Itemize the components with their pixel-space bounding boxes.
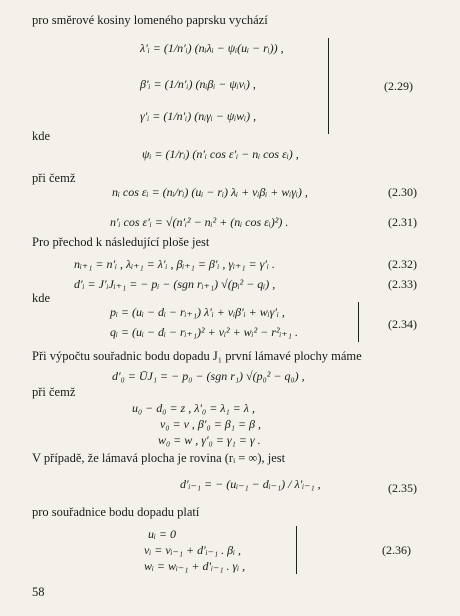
equation: β′ᵢ = (1/n′ᵢ) (nᵢβᵢ − ψᵢvᵢ) , bbox=[140, 77, 256, 91]
equation: λ′ᵢ = (1/n′ᵢ) (nᵢλᵢ − ψᵢ(uᵢ − rᵢ)) , bbox=[140, 41, 284, 55]
equation: qᵢ = (uᵢ − dᵢ − rᵢ₊₁)² + vᵢ² + wᵢ² − r²ᵢ₊₁ . bbox=[110, 325, 298, 339]
equation-number: (2.31) bbox=[388, 215, 417, 229]
equation: u₀ − d₀ = z , λ′₀ = λ₁ = λ , bbox=[132, 401, 255, 415]
equation: d′ᵢ = J′ᵢJᵢ₊₁ = − pᵢ − (sgn rᵢ₊₁) √(pᵢ² − qᵢ) , bbox=[74, 277, 276, 291]
text-line: Pro přechod k následující ploše jest bbox=[32, 235, 210, 249]
equation: d′ᵢ₋₁ = − (uᵢ₋₁ − dᵢ₋₁) / λ′ᵢ₋₁ , bbox=[180, 477, 321, 491]
equation-number: (2.30) bbox=[388, 185, 417, 199]
equation: γ′ᵢ = (1/n′ᵢ) (nᵢγᵢ − ψᵢwᵢ) , bbox=[140, 109, 257, 123]
equation-brace bbox=[296, 526, 297, 574]
equation: d′₀ = ŪJ₁ = − p₀ − (sgn r₁) √(p₀² − q₀) , bbox=[112, 369, 305, 383]
equation-brace bbox=[358, 302, 359, 342]
text-line: kde bbox=[32, 291, 51, 305]
text-line: při čemž bbox=[32, 385, 76, 399]
equation: ψᵢ = (1/rᵢ) (n′ᵢ cos ε′ᵢ − nᵢ cos εᵢ) , bbox=[142, 147, 299, 161]
equation-number: (2.29) bbox=[384, 79, 413, 93]
equation: vᵢ = vᵢ₋₁ + d′ᵢ₋₁ . βᵢ , bbox=[144, 543, 242, 557]
text-line: V případě, že lámavá plocha je rovina (rᵢ = ∞), jest bbox=[32, 451, 286, 465]
equation: uᵢ = 0 bbox=[148, 527, 176, 541]
page-number: 58 bbox=[32, 585, 45, 599]
equation-number: (2.35) bbox=[388, 481, 417, 495]
equation-number: (2.36) bbox=[382, 543, 411, 557]
equation-number: (2.33) bbox=[388, 277, 417, 291]
text-line: kde bbox=[32, 129, 51, 143]
equation: w₀ = w , γ′₀ = γ₁ = γ . bbox=[158, 433, 261, 447]
equation: n′ᵢ cos ε′ᵢ = √(n′ᵢ² − nᵢ² + (nᵢ cos εᵢ)²) . bbox=[110, 215, 289, 229]
text-line: při čemž bbox=[32, 171, 76, 185]
equation-brace bbox=[328, 38, 329, 134]
equation: nᵢ₊₁ = n′ᵢ , λᵢ₊₁ = λ′ᵢ , βᵢ₊₁ = β′ᵢ , γᵢ₊₁ = γ′ᵢ . bbox=[74, 257, 275, 271]
text-line: pro souřadnice bodu dopadu platí bbox=[32, 505, 200, 519]
text-line: pro směrové kosiny lomeného paprsku vychází bbox=[32, 13, 268, 27]
equation: pᵢ = (uᵢ − dᵢ − rᵢ₊₁) λ′ᵢ + vᵢβ′ᵢ + wᵢγ′ᵢ , bbox=[110, 305, 285, 319]
equation: nᵢ cos εᵢ = (nᵢ/rᵢ) (uᵢ − rᵢ) λᵢ + vᵢβᵢ + wᵢγᵢ) , bbox=[112, 185, 308, 199]
equation-number: (2.34) bbox=[388, 317, 417, 331]
text-line: Při výpočtu souřadnic bodu dopadu J₁ první lámavé plochy máme bbox=[32, 349, 362, 363]
equation: wᵢ = wᵢ₋₁ + d′ᵢ₋₁ . γᵢ , bbox=[144, 559, 246, 573]
equation: v₀ = v , β′₀ = β₁ = β , bbox=[160, 417, 262, 431]
equation-number: (2.32) bbox=[388, 257, 417, 271]
